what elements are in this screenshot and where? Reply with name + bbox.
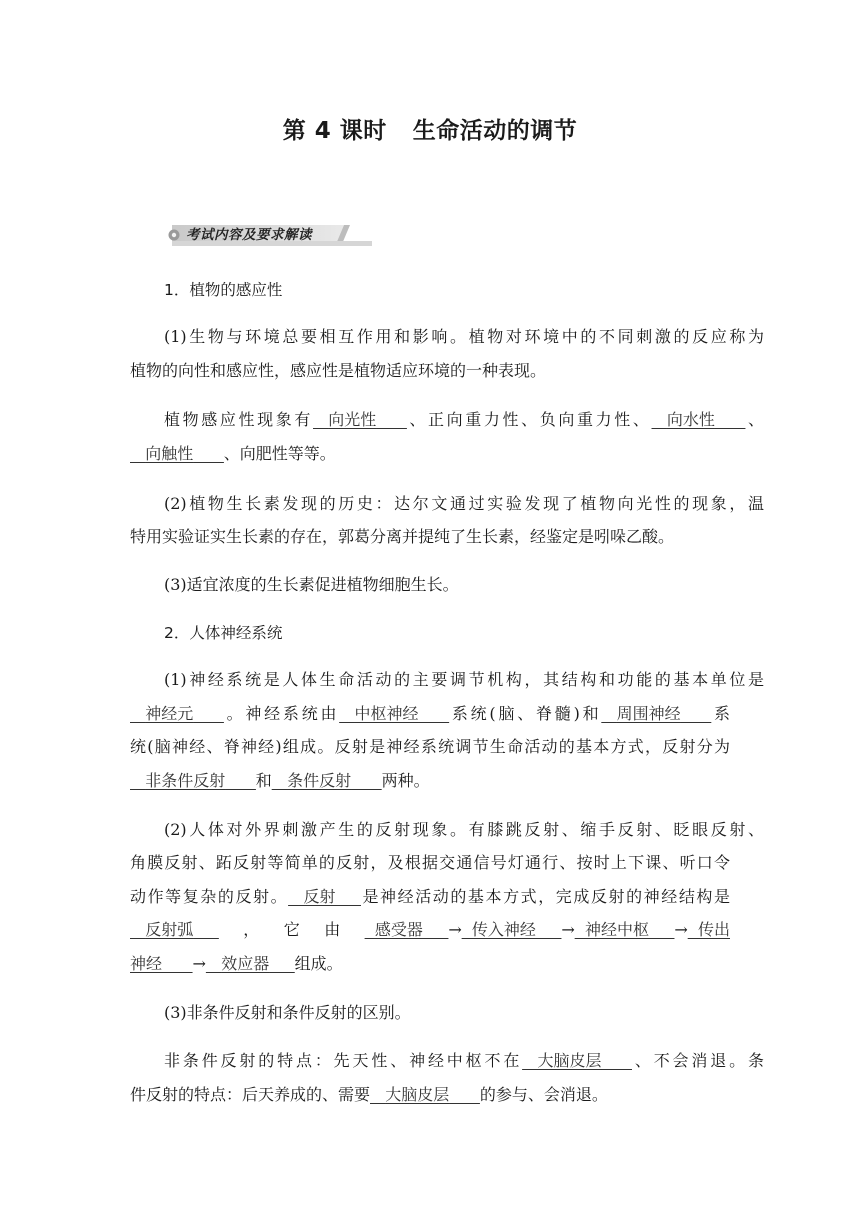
section2-heading: 2．人体神经系统: [164, 624, 283, 642]
answer-blank: 传入神经: [471, 920, 536, 939]
answer-blank: 大脑皮层: [385, 1085, 450, 1104]
s2-p4-line1: 非条件反射的特点：先天性、神经中枢不在 大脑皮层 、不会消退。条: [164, 1051, 764, 1070]
s2-p1-line2: 神经元 。神经系统由 中枢神经 系统(脑、脊髓)和 周围神经 系: [130, 704, 730, 724]
answer-blank: 向光性: [328, 410, 377, 429]
answer-blank: 周围神经: [616, 704, 681, 723]
s2-p1-line3: 统(脑神经、脊神经)组成。反射是神经系统调节生命活动的基本方式，反射分为: [130, 737, 730, 756]
s1-p4: (3)适宜浓度的生长素促进植物细胞生长。: [164, 575, 459, 594]
answer-blank: 感受器: [374, 920, 423, 939]
answer-blank: 传出: [697, 920, 730, 939]
s1-p3-line2: 特用实验证实生长素的存在，郭葛分离并提纯了生长素，经鉴定是吲哚乙酸。: [130, 527, 675, 546]
s1-p3-line1: (2)植物生长素发现的历史：达尔文通过实验发现了植物向光性的现象，温: [164, 494, 764, 513]
s2-p2-line5: 神经 → 效应器 组成。: [130, 954, 343, 973]
s2-p2-line2: 角膜反射、跖反射等简单的反射，及根据交通信号灯通行、按时上下课、听口令: [130, 853, 730, 872]
lesson-topic: 生命活动的调节: [412, 118, 578, 144]
s1-p1-line1: (1)生物与环境总要相互作用和影响。植物对环境中的不同刺激的反应称为: [164, 327, 764, 346]
arrow-icon: →: [561, 920, 575, 939]
arrow-icon: →: [448, 920, 462, 939]
s2-p3: (3)非条件反射和条件反射的区别。: [164, 1003, 411, 1022]
answer-blank: 效应器: [221, 954, 270, 973]
lesson-number: 第 4 课时: [282, 118, 387, 144]
answer-blank: 向水性: [666, 410, 715, 429]
answer-blank: 神经元: [145, 704, 194, 723]
section1-heading: 1．植物的感应性: [164, 281, 283, 299]
s1-p1-line2: 植物的向性和感应性，感应性是植物适应环境的一种表现。: [130, 361, 547, 380]
answer-blank: 神经中枢: [584, 920, 649, 939]
page-title: [0, 112, 860, 145]
answer-blank: 条件反射: [287, 771, 352, 790]
s2-p2-line1: (2)人体对外界刺激产生的反射现象。有膝跳反射、缩手反射、眨眼反射、: [164, 820, 764, 839]
answer-blank: 大脑皮层: [537, 1051, 602, 1070]
s2-p4-line2: 件反射的特点：后天养成的、需要 大脑皮层 的参与、会消退。: [130, 1085, 608, 1104]
s1-p2-line2: 向触性 、向肥性等等。: [130, 444, 730, 464]
s2-p1-line1: (1)神经系统是人体生命活动的主要调节机构，其结构和功能的基本单位是: [164, 670, 764, 689]
arrow-icon: →: [674, 920, 688, 939]
answer-blank: 向触性: [145, 444, 194, 463]
section-banner-label: 考试内容及要求解读: [186, 227, 312, 243]
answer-blank: 中枢神经: [354, 704, 419, 723]
s2-p2-line4: 反射弧 ，它由 感受器 → 传入神经 → 神经中枢 → 传出: [130, 920, 730, 940]
s2-p1-line4: 非条件反射 和 条件反射 两种。: [130, 771, 730, 791]
answer-blank: 非条件反射: [145, 771, 226, 790]
arrow-icon: →: [192, 954, 206, 973]
answer-blank: 神经: [130, 954, 163, 973]
s2-p2-line3: 动作等复杂的反射。 反射 是神经活动的基本方式，完成反射的神经结构是: [130, 887, 730, 906]
answer-blank: 反射: [303, 887, 336, 906]
answer-blank: 反射弧: [145, 920, 194, 939]
s1-p2-line1: 植物感应性现象有 向光性 、正向重力性、负向重力性、 向水性 、: [164, 410, 764, 429]
